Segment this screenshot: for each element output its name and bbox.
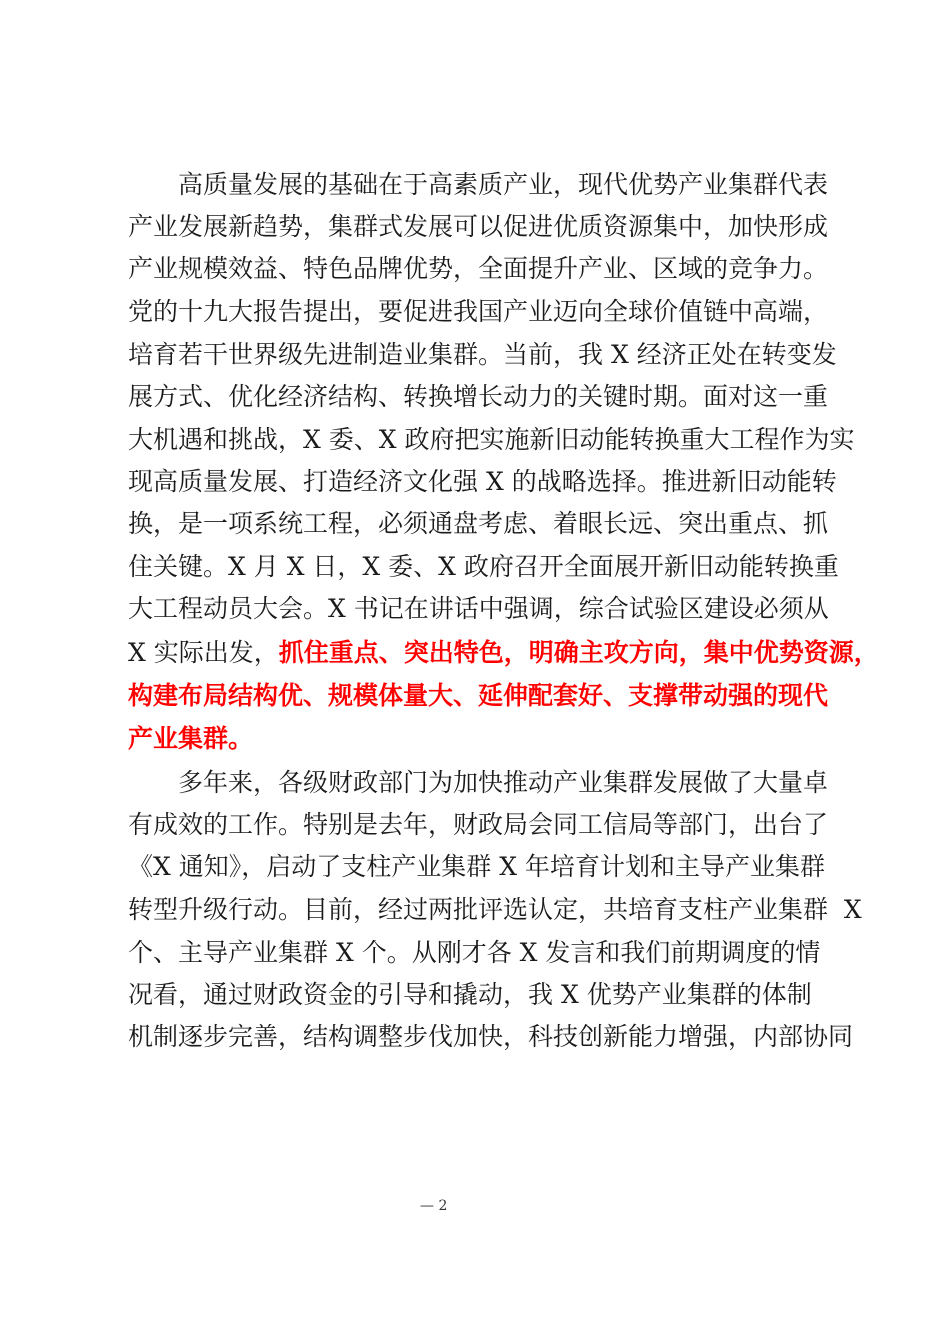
line12-prefix: X 实际出发， (128, 638, 279, 667)
page-number: — 2 (420, 1198, 448, 1214)
paragraph1-line-10: 住关键。X 月 X 日，X 委、X 政府召开全面展开新旧动能转换重 (128, 552, 839, 581)
paragraph2-line-1: 多年来，各级财政部门为加快推动产业集群发展做了大量卓 (178, 768, 829, 797)
paragraph2-line-5: 个、主导产业集群 X 个。从刚才各 X 发言和我们前期调度的情 (128, 938, 821, 967)
paragraph1-line-3: 产业规模效益、特色品牌优势，全面提升产业、区域的竞争力。 (128, 254, 829, 283)
paragraph1-line-5: 培育若干世界级先进制造业集群。当前，我 X 经济正处在转变发 (128, 340, 837, 369)
paragraph1-line-11: 大工程动员大会。X 书记在讲话中强调，综合试验区建设必须从 (128, 594, 829, 623)
paragraph1-line-9: 换，是一项系统工程，必须通盘考虑、着眼长远、突出重点、抓 (128, 509, 829, 538)
paragraph2-line-4: 转型升级行动。目前，经过两批评选认定，共培育支柱产业集群 X (128, 895, 862, 924)
paragraph1-line-4: 党的十九大报告提出，要促进我国产业迈向全球价值链中高端， (128, 297, 829, 326)
paragraph1-line-2: 产业发展新趋势，集群式发展可以促进优质资源集中，加快形成 (128, 212, 829, 241)
paragraph2-line-7: 机制逐步完善，结构调整步伐加快，科技创新能力增强，内部协同 (128, 1022, 854, 1051)
paragraph1-line-7: 大机遇和挑战，X 委、X 政府把实施新旧动能转换重大工程作为实 (128, 425, 855, 454)
paragraph1-line-8: 现高质量发展、打造经济文化强 X 的战略选择。推进新旧动能转 (128, 467, 837, 496)
paragraph1-line-6: 展方式、优化经济结构、转换增长动力的关键时期。面对这一重 (128, 382, 829, 411)
paragraph1-line-12 (128, 632, 879, 674)
highlighted-text: 抓住重点、突出特色，明确主攻方向，集中优势资源， (278, 638, 879, 667)
highlighted-line-1: 构建布局结构优、规模体量大、延伸配套好、支撑带动强的现代 (128, 681, 829, 710)
paragraph1-line-1: 高质量发展的基础在于高素质产业，现代优势产业集群代表 (178, 170, 829, 199)
paragraph2-line-2: 有成效的工作。特别是去年，财政局会同工信局等部门，出台了 (128, 810, 829, 839)
paragraph2-line-6: 况看，通过财政资金的引导和撬动，我 X 优势产业集群的体制 (128, 980, 812, 1009)
highlighted-line-2: 产业集群。 (128, 724, 254, 753)
paragraph2-line-3: 《X 通知》，启动了支柱产业集群 X 年培育计划和主导产业集群 (128, 852, 825, 881)
